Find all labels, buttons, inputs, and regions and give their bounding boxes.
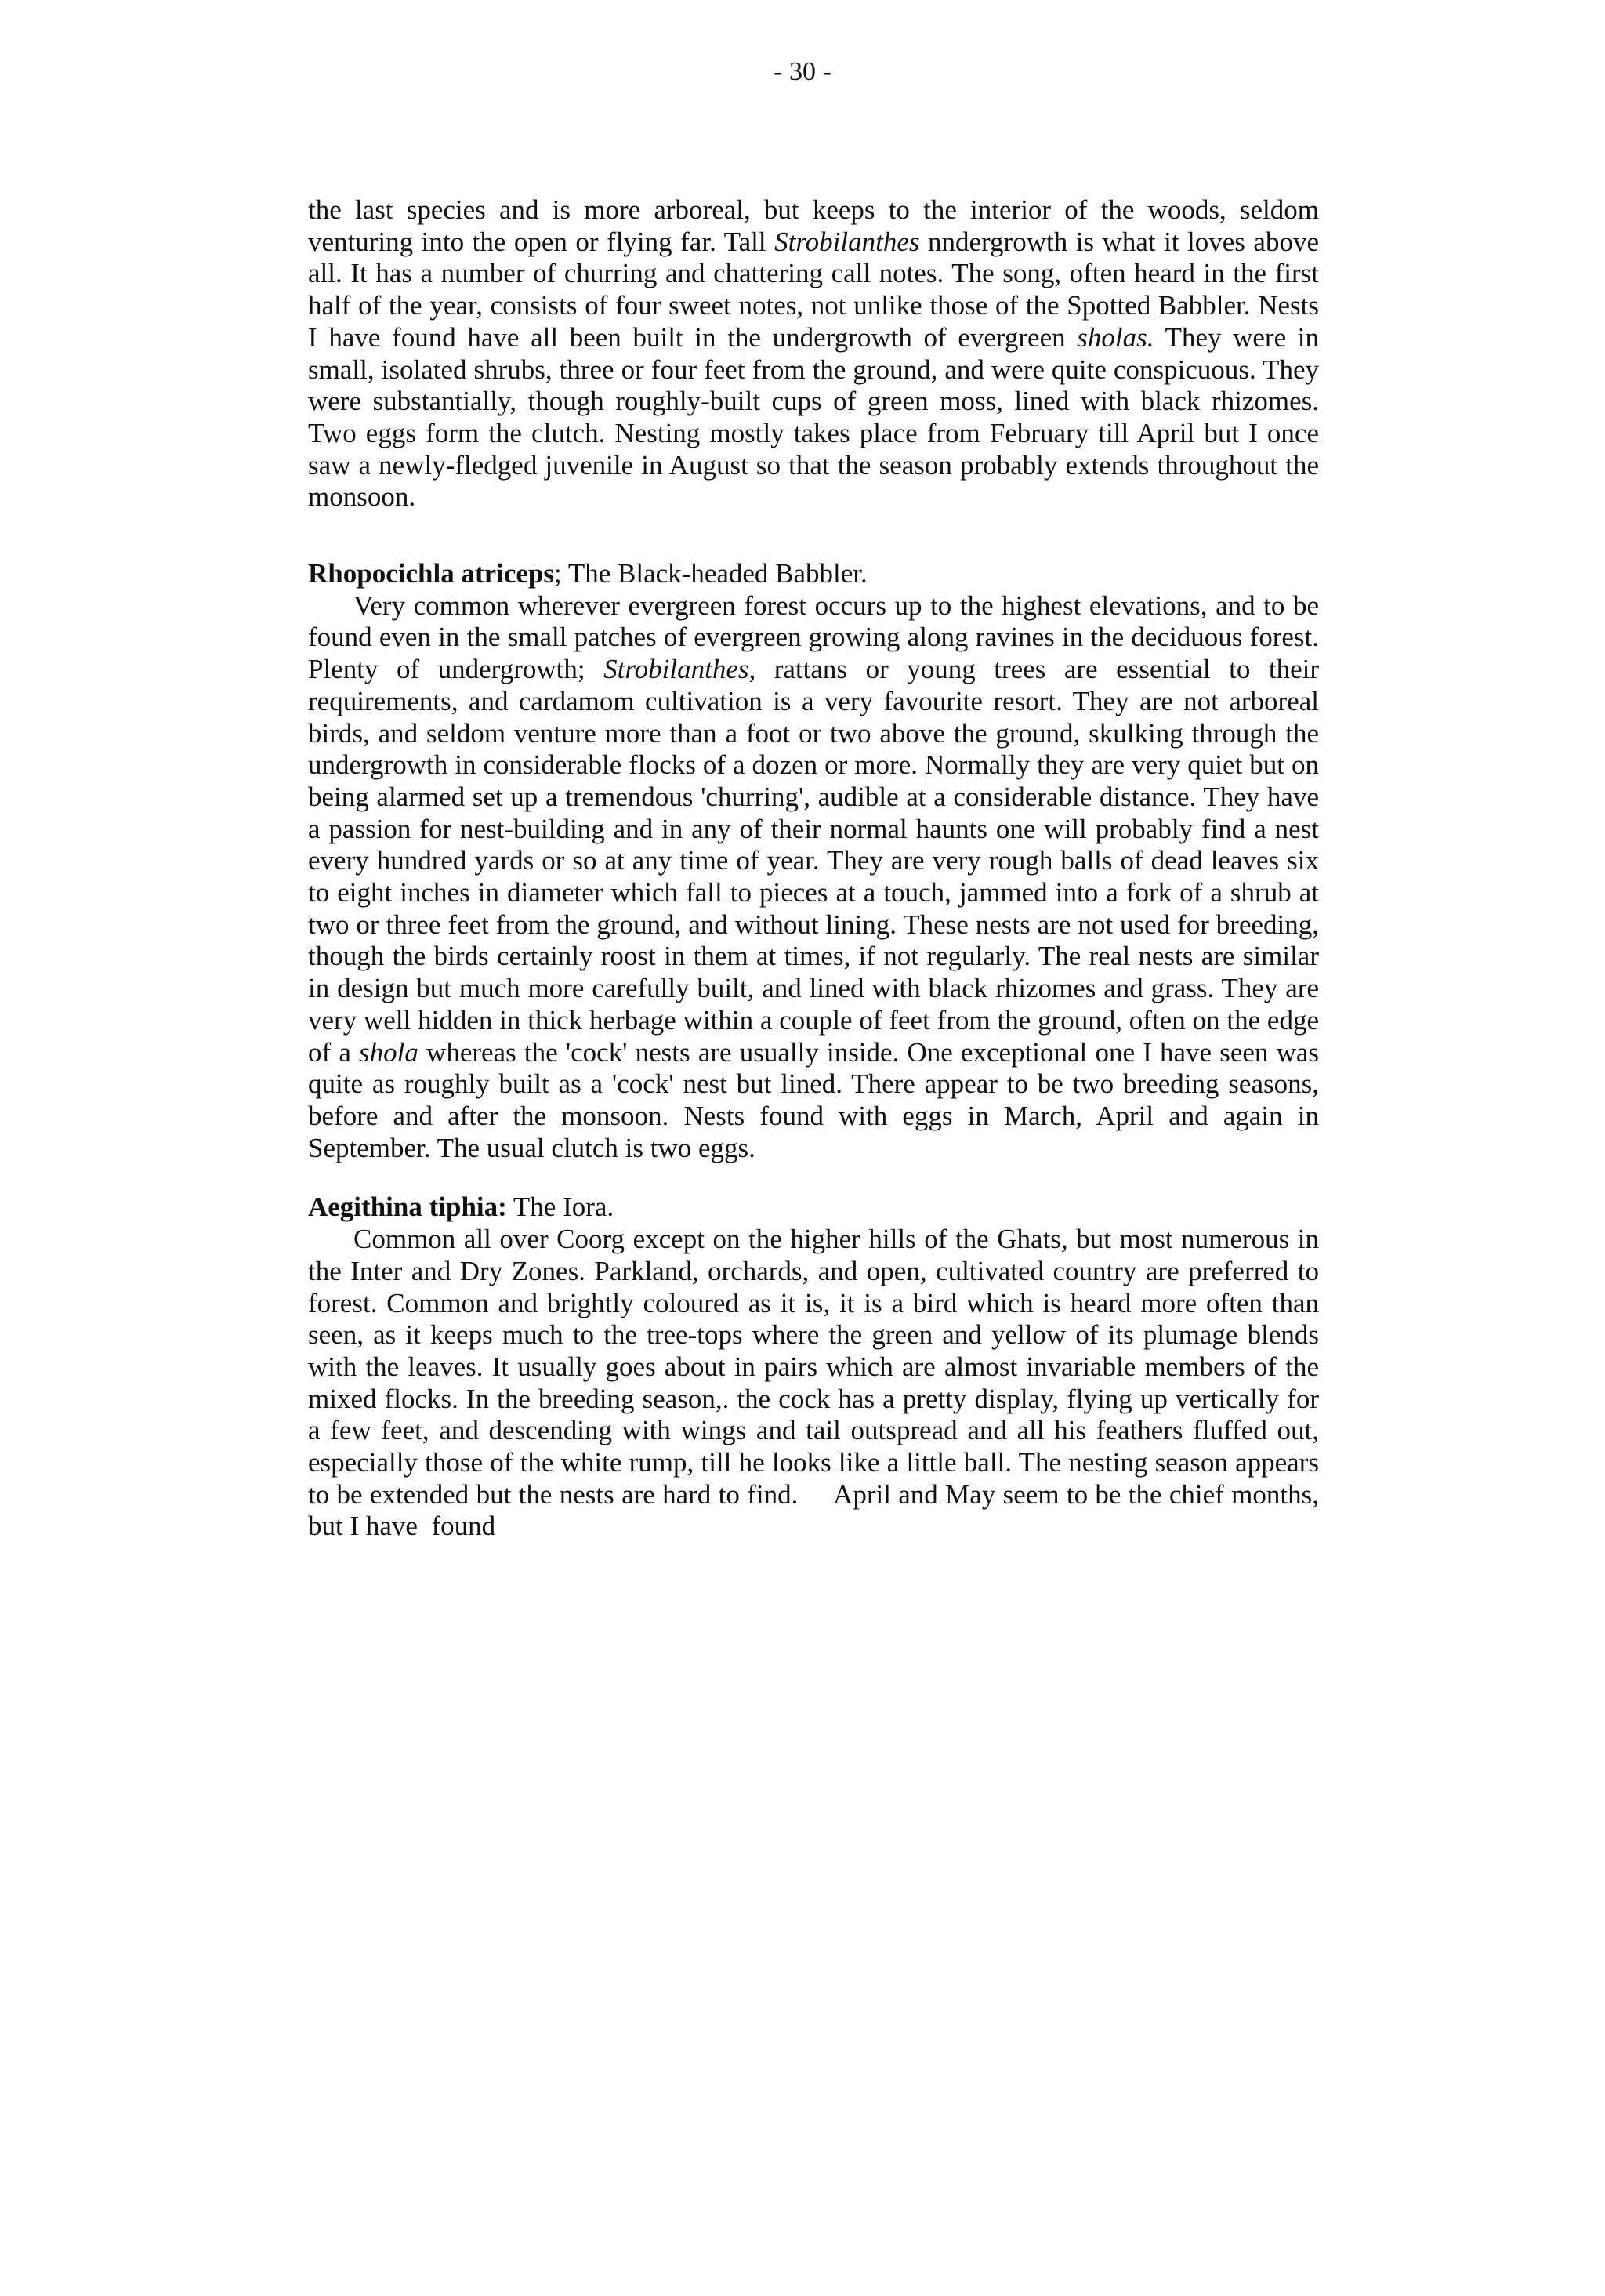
iora-species-name: Aegithina tiphia: bbox=[308, 1192, 507, 1223]
continuation-text-1: the last species and is more arboreal, but keeps to the interior of the woods, seldom venturing into the open or flying far. Tall bbox=[308, 194, 1319, 257]
babbler-text-3: whereas the 'cock' nests are usually inside. One exceptional one I have seen was quite as roughly built as a 'cock' nest but lined. There appear to be two breeding seasons, before and after the monsoon. Nests found with eggs in March, April and again in September. The usual clutch is two eggs. bbox=[308, 1036, 1319, 1163]
babbler-italic-strobilanthes: Strobilanthes, bbox=[603, 654, 756, 685]
iora-text-1: Common all over Coorg except on the higher hills of the Ghats, but most numerous in the Inter and Dry Zones. Parkland, orchards, and open, cultivated country are preferred to forest. Common and brightly coloured as it is, it is a bird which is heard more often than seen, as it keeps much to the tree-tops where the green and yellow of its plumage blends with the leaves. It usually goes about in pairs which are almost invariable members of the mixed flocks. In the breeding season,. the cock has a pretty display, flying up vertically for a few feet, and descending with wings and tail outspread and all his feathers fluffed out, especially those of the white rump, till he looks like a little ball. The nesting season appears to be extended but the nests are hard to find. April and May seem to be the chief months, but I have found bbox=[308, 1224, 1326, 1542]
babbler-species-name: Rhopocichla atriceps bbox=[308, 558, 555, 589]
page-number: - 30 - bbox=[774, 57, 831, 86]
babbler-text-1: Very common wherever evergreen forest occurs up to the highest elevations, and to be found even in the small patches of evergreen growing along ravines in the deciduous forest. Plenty of undergrowth; bbox=[308, 589, 1319, 685]
babbler-paragraph bbox=[308, 590, 1319, 1165]
section-gap bbox=[308, 1164, 1319, 1192]
iora-common-name: The Iora. bbox=[506, 1192, 614, 1223]
page-body bbox=[308, 194, 1326, 1543]
section-gap bbox=[308, 513, 1319, 558]
continuation-text-2: nndergrowth is what it loves above all. It has a number of churring and chattering call notes. The song, often heard in the first half of the year, consists of four sweet notes, not unlike those of the Spotted Babbler. Nests I have found have all been built in the undergrowth of evergreen bbox=[308, 226, 1319, 353]
continuation-italic-strobilanthes: Strobilanthes bbox=[774, 226, 920, 257]
babbler-heading bbox=[308, 558, 1319, 590]
continuation-paragraph bbox=[308, 194, 1319, 513]
iora-heading bbox=[308, 1192, 1319, 1224]
babbler-italic-shola: shola bbox=[359, 1036, 418, 1068]
babbler-text-2: rattans or young trees are essential to their requirements, and cardamom cultivation is a very favourite resort. They are not arboreal birds, and seldom venture more than a foot or two above the ground, skulking through the undergrowth in considerable flocks of a dozen or more. Normally they are very quiet but on being alarmed set up a tremendous 'churring', audible at a considerable distance. They have a passion for nest-building and in any of their normal haunts one will probably find a nest every hundred yards or so at any time of year. They are very rough balls of dead leaves six to eight inches in diameter which fall to pieces at a touch, jammed into a fork of a shrub at two or three feet from the ground, and without lining. These nests are not used for breeding, though the birds certainly roost in them at times, if not regularly. The real nests are similar in design but much more carefully built, and lined with black rhizomes and grass. They are very well hidden in thick herbage within a couple of feet from the ground, often on the edge of a bbox=[308, 654, 1320, 1068]
continuation-text-3: They were in small, isolated shrubs, three or four feet from the ground, and were quite conspicuous. They were substantially, though roughly-built cups of green moss, lined with black rhizomes. Two eggs form the clutch. Nesting mostly takes place from February till April but I once saw a newly-fledged juvenile in August so that the season probably extends throughout the monsoon. bbox=[308, 321, 1319, 513]
continuation-italic-sholas: sholas. bbox=[1077, 321, 1154, 353]
iora-paragraph bbox=[308, 1224, 1326, 1543]
babbler-common-name: ; The Black-headed Babbler. bbox=[554, 558, 868, 589]
